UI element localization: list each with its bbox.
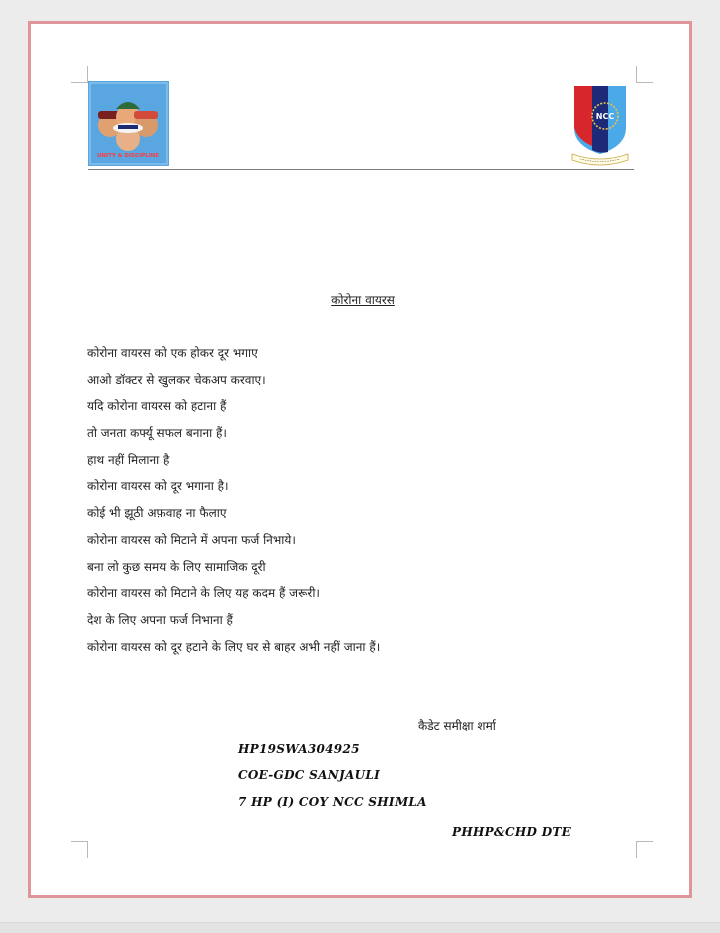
poem-line: यदि कोरोना वायरस को हटाना हैं [87,399,227,414]
crop-mark-top-left [71,66,88,83]
poem-line: देश के लिए अपना फर्ज निभाना हैं [87,612,233,627]
document-title: कोरोना वायरस [331,293,395,307]
viewer-bottom-bar [0,922,720,933]
poem-line: तो जनता कर्फ्यू सफल बनाना हैं। [87,426,227,441]
crop-mark-bottom-right [636,841,653,858]
unit-name: 7 HP (I) COY NCC SHIMLA [238,795,427,809]
author-name: कैडेट समीक्षा शर्मा [418,719,496,733]
crop-mark-top-right [636,66,653,83]
emblem-motto: UNITY & DISCIPLINE [96,153,160,159]
header-rule [88,169,634,170]
ncc-cadets-emblem-icon [88,81,169,166]
crest-label: NCC [595,112,615,121]
poem-line: कोरोना वायरस को मिटाने के लिए यह कदम हैं जरूरी। [87,586,320,601]
document-page [28,21,692,898]
poem-line: आओ डॉक्टर से खुलकर चेकअप करवाए। [87,372,266,387]
poem-body [87,344,380,664]
poem-line: कोरोना वायरस को दूर भगाना है। [87,479,229,494]
poem-line: कोरोना वायरस को दूर हटाने के लिए घर से बाहर अभी नहीं जाना हैं। [87,639,381,654]
poem-line: बना लो कुछ समय के लिए सामाजिक दूरी [87,559,266,574]
crop-mark-bottom-left [71,841,88,858]
poem-line: कोरोना वायरस को एक होकर दूर भगाए [87,346,258,360]
poem-line: कोरोना वायरस को मिटाने में अपना फर्ज निभाये। [87,532,296,547]
poem-line: कोई भी झूठी अफ़वाह ना फैलाए [87,506,227,521]
ncc-shield-crest-icon [568,82,632,167]
cadet-id: HP19SWA304925 [238,742,360,756]
poem-line: हाथ नहीं मिलाना है [87,452,170,467]
directorate-name: PHHP&CHD DTE [452,825,572,839]
college-name: COE-GDC SANJAULI [238,768,380,782]
